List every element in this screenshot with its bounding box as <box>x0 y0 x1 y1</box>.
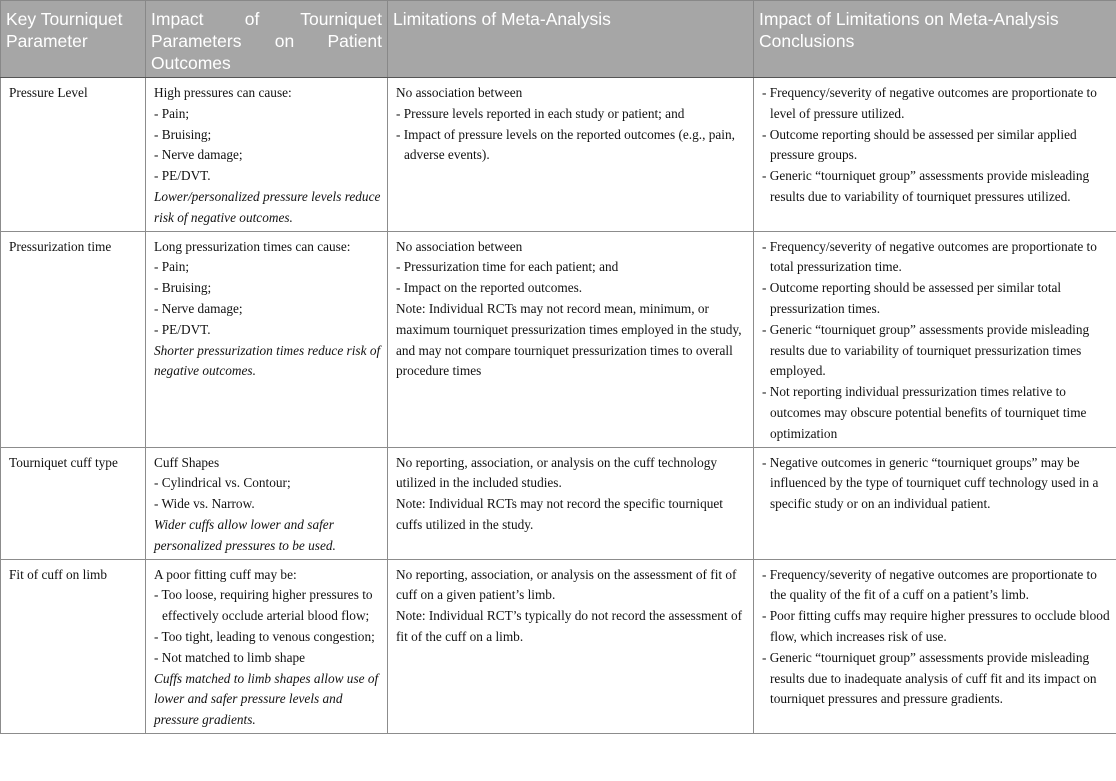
table-row <box>1 447 1116 559</box>
limitations-bullet: - Pressure levels reported in each study or patient; and <box>396 105 685 121</box>
impact-cell <box>146 78 388 232</box>
limitations-note: Note: Individual RCTs may not record mean, minimum, or maximum tourniquet pressurization times employed in the study, and may not compare tourniquet pressurization times to overall procedure times <box>396 300 742 379</box>
impact-bullet: - PE/DVT. <box>154 168 211 184</box>
limitations-cell <box>388 559 754 733</box>
parameter-cell: Pressure Level <box>1 78 146 232</box>
impact-bullet: - Nerve damage; <box>154 300 243 316</box>
table-row <box>1 78 1116 232</box>
impact-bullet: - Bruising; <box>154 126 212 142</box>
impact-cell <box>146 559 388 733</box>
conclusion-bullet: - Poor fitting cuffs may require higher pressures to occlude blood flow, which increases risk of use. <box>762 608 1110 644</box>
impact-bullet: - Bruising; <box>154 280 212 296</box>
limitations-note: Note: Individual RCT’s typically do not record the assessment of fit of the cuff on a limb. <box>396 608 743 644</box>
header-row <box>1 1 1116 78</box>
impact-intro: Long pressurization times can cause: <box>154 238 351 254</box>
limitations-bullet: - Impact of pressure levels on the reported outcomes (e.g., pain, adverse events). <box>396 126 735 163</box>
impact-cell <box>146 447 388 559</box>
conclusion-bullet: - Negative outcomes in generic “tourniquet groups” may be influenced by the type of tourniquet cuff technology used in a specific study or on an individual patient. <box>762 454 1099 512</box>
conclusion-bullet: - Generic “tourniquet group” assessments provide misleading results due to variability of tourniquet pressurization times employed. <box>762 321 1090 379</box>
impact-bullet: - Nerve damage; <box>154 147 243 163</box>
impact-note: Lower/personalized pressure levels reduce risk of negative outcomes. <box>154 188 381 225</box>
impact-note: Shorter pressurization times reduce risk of negative outcomes. <box>154 342 381 379</box>
impact-intro: High pressures can cause: <box>154 85 292 100</box>
parameter-cell: Pressurization time <box>1 231 146 447</box>
conclusions-cell <box>754 78 1116 232</box>
impact-bullet: - Too loose, requiring higher pressures to effectively occlude arterial blood flow; <box>154 587 373 624</box>
conclusion-bullet: - Not reporting individual pressurization times relative to outcomes may obscure potential benefits of tourniquet time optimization <box>762 384 1087 441</box>
conclusions-cell <box>754 231 1116 447</box>
header-limitations: Limitations of Meta-Analysis <box>388 1 754 78</box>
limitations-note: Note: Individual RCTs may not record the specific tourniquet cuffs utilized in the study. <box>396 496 723 532</box>
limitations-intro: No association between <box>396 85 523 100</box>
conclusion-bullet: - Frequency/severity of negative outcomes are proportionate to total pressurization time. <box>762 238 1097 275</box>
table-row <box>1 559 1116 733</box>
limitations-intro: No reporting, association, or analysis on the assessment of fit of cuff on a given patient’s limb. <box>396 566 737 603</box>
impact-intro: A poor fitting cuff may be: <box>154 566 297 582</box>
limitations-cell <box>388 231 754 447</box>
conclusion-bullet: - Frequency/severity of negative outcomes are proportionate to the quality of the fit of a cuff on a patient’s limb. <box>762 566 1097 603</box>
limitations-intro: No reporting, association, or analysis on the cuff technology utilized in the included studies. <box>396 454 718 491</box>
parameter-cell: Tourniquet cuff type <box>1 447 146 559</box>
impact-bullet: - Pain; <box>154 105 190 121</box>
limitations-cell <box>388 78 754 232</box>
table-row <box>1 231 1116 447</box>
impact-bullet: - PE/DVT. <box>154 321 211 337</box>
impact-bullet: - Wide vs. Narrow. <box>154 496 255 512</box>
conclusion-bullet: - Outcome reporting should be assessed per similar applied pressure groups. <box>762 126 1077 163</box>
conclusion-bullet: - Generic “tourniquet group” assessments provide misleading results due to variability of tourniquet pressures utilized. <box>762 168 1090 204</box>
limitations-bullet: - Pressurization time for each patient; and <box>396 259 619 275</box>
impact-bullet: - Too tight, leading to venous congestion; <box>154 628 375 644</box>
header-impact-of-limitations: Impact of Limitations on Meta-Analysis Conclusions <box>754 1 1116 78</box>
parameter-cell: Fit of cuff on limb <box>1 559 146 733</box>
impact-bullet: - Pain; <box>154 259 190 275</box>
header-key-parameter: Key Tourniquet Parameter <box>1 1 146 78</box>
conclusion-bullet: - Outcome reporting should be assessed per similar total pressurization times. <box>762 280 1062 316</box>
conclusion-bullet: - Generic “tourniquet group” assessments provide misleading results due to inadequate analysis of cuff fit and its impact on tourniquet pressures and pressure gradients. <box>762 649 1097 707</box>
limitations-intro: No association between <box>396 238 523 254</box>
conclusions-cell <box>754 559 1116 733</box>
limitations-cell <box>388 447 754 559</box>
header-impact-on-outcomes: Impact of Tourniquet Parameters on Patient Outcomes <box>146 1 388 78</box>
limitations-bullet: - Impact on the reported outcomes. <box>396 280 583 296</box>
impact-intro: Cuff Shapes <box>154 454 220 470</box>
conclusion-bullet: - Frequency/severity of negative outcomes are proportionate to level of pressure utilized. <box>762 85 1097 121</box>
impact-bullet: - Not matched to limb shape <box>154 649 306 665</box>
impact-bullet: - Cylindrical vs. Contour; <box>154 475 291 491</box>
impact-note: Wider cuffs allow lower and safer personalized pressures to be used. <box>154 516 336 553</box>
conclusions-cell <box>754 447 1116 559</box>
impact-note: Cuffs matched to limb shapes allow use of lower and safer pressure levels and pressure gradients. <box>154 670 379 728</box>
impact-cell <box>146 231 388 447</box>
